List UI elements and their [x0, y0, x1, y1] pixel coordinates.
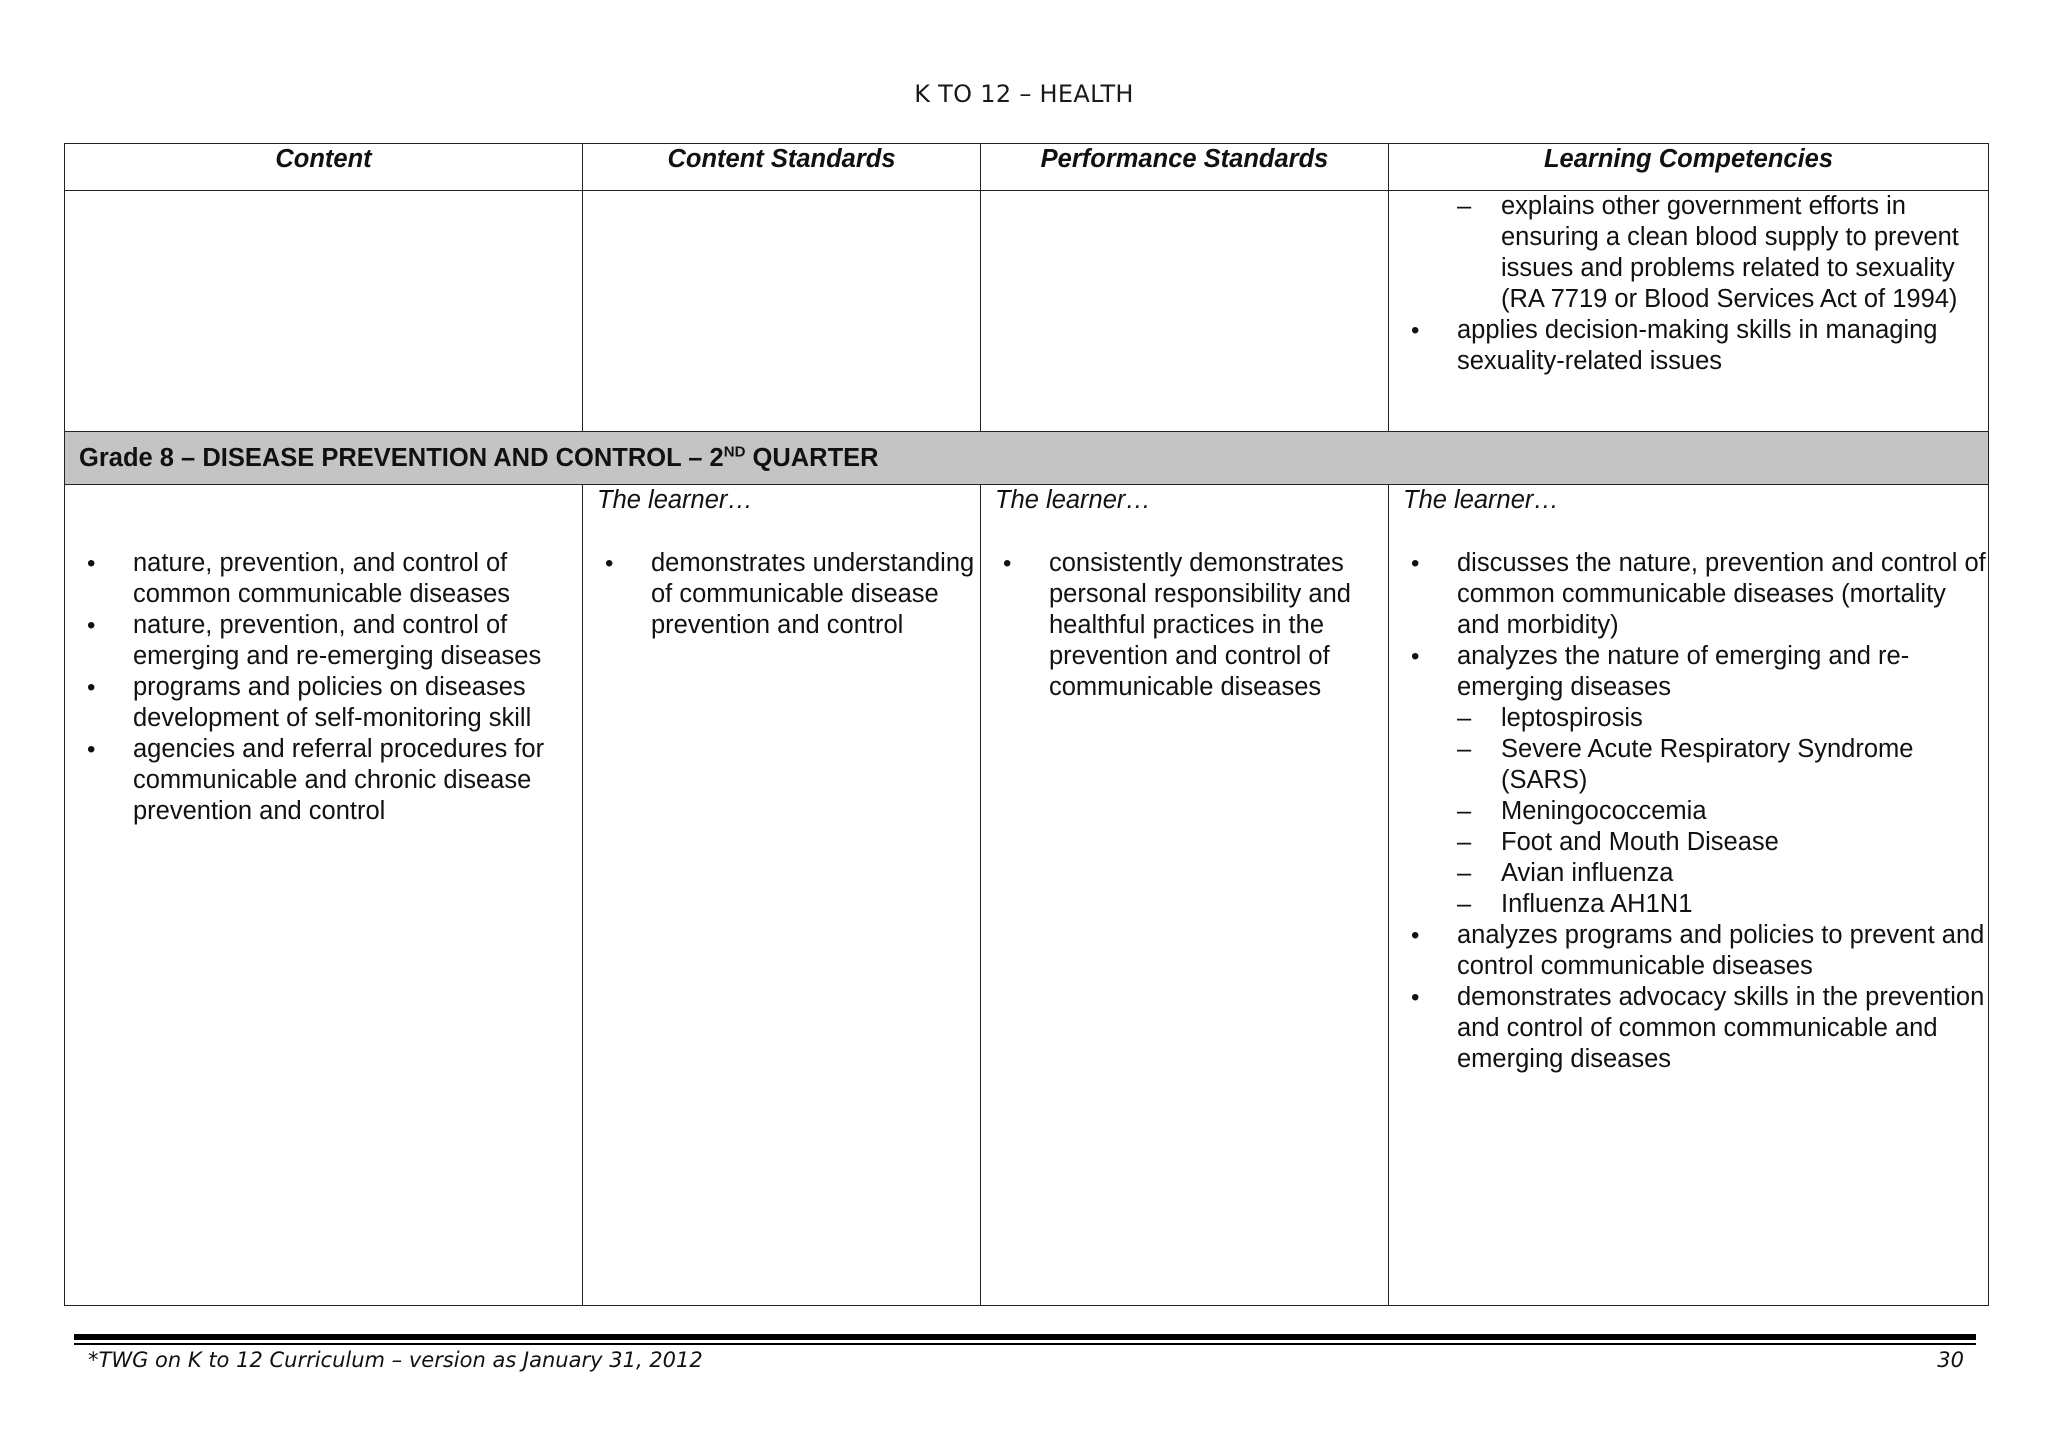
disease-sublist: [1457, 703, 1988, 920]
column-header-content-standards: Content Standards: [583, 144, 981, 191]
bullet-list: [1389, 315, 1988, 377]
performance-standards-list: [981, 548, 1388, 703]
cell-performance-standards: [981, 485, 1389, 1306]
learner-intro: The learner…: [995, 486, 1151, 514]
list-item: • demonstrates understanding of communicable disease prevention and control: [583, 548, 980, 641]
list-item: [1389, 920, 1988, 982]
content-standards-list: [583, 548, 980, 641]
column-header-content: Content: [65, 144, 583, 191]
table-row-main: [65, 485, 1989, 1306]
table-row-continued: [65, 191, 1989, 432]
cell-competencies-continued: [1389, 191, 1989, 432]
footer-version-note: *TWG on K to 12 Curriculum – version as January 31, 2012: [88, 1348, 703, 1372]
page-number: 30: [1937, 1348, 1964, 1372]
grade-section-heading: [65, 432, 1989, 485]
sublist-item: – leptospirosis: [1457, 703, 1988, 734]
competency-text: demonstrates advocacy skills in the prevention and control of common communicable and emerging diseases: [1457, 983, 1985, 1073]
sublist-item: – Influenza AH1N1: [1457, 889, 1988, 920]
page-header: K TO 12 – HEALTH: [914, 80, 1134, 108]
list-item: • programs and policies on diseases development of self-monitoring skill: [65, 672, 582, 734]
list-item: • agencies and referral procedures for communicable and chronic disease prevention and control: [65, 734, 582, 827]
footer-rule-thin: [74, 1343, 1976, 1345]
list-item: • consistently demonstrates personal responsibility and healthful practices in the prevention and control of communicable diseases: [981, 548, 1388, 703]
learner-intro: The learner…: [1403, 486, 1559, 514]
competencies-list: [1389, 548, 1988, 1075]
footer-rule: [74, 1334, 1976, 1340]
grade-label-sup: ND: [723, 443, 746, 460]
list-item: • nature, prevention, and control of common communicable diseases: [65, 548, 582, 610]
sublist-item: – Severe Acute Respiratory Syndrome (SARS): [1457, 734, 1988, 796]
curriculum-table: [64, 143, 1989, 1306]
cell-content-empty: [65, 191, 583, 432]
competency-text: analyzes the nature of emerging and re-emerging diseases: [1457, 642, 1910, 701]
sublist-item: – Avian influenza: [1457, 858, 1988, 889]
column-header-performance-standards: Performance Standards: [981, 144, 1389, 191]
cell-content-standards: [583, 485, 981, 1306]
grade-label: Grade 8 – DISEASE PREVENTION AND CONTROL – 2: [79, 443, 724, 472]
list-item: • applies decision-making skills in managing sexuality-related issues: [1389, 315, 1988, 377]
cell-content-standards-empty: [583, 191, 981, 432]
dash-list: [1389, 191, 1988, 315]
grade-label-suffix: QUARTER: [745, 443, 879, 472]
sublist-item: – Meningococcemia: [1457, 796, 1988, 827]
grade-section-row: [65, 432, 1989, 485]
competency-text: analyzes programs and policies to prevent and control communicable diseases: [1457, 921, 1985, 980]
list-item: [1389, 548, 1988, 641]
sublist-item: – Foot and Mouth Disease: [1457, 827, 1988, 858]
learner-intro: The learner…: [597, 486, 753, 514]
list-item: – explains other government efforts in ensuring a clean blood supply to prevent issues and problems related to sexuality (RA 7719 or Blood Services Act of 1994): [1389, 191, 1988, 315]
column-header-learning-competencies: Learning Competencies: [1389, 144, 1989, 191]
list-item: • nature, prevention, and control of emerging and re-emerging diseases: [65, 610, 582, 672]
cell-learning-competencies: [1389, 485, 1989, 1306]
content-list: [65, 548, 582, 827]
competency-text: discusses the nature, prevention and control of common communicable diseases (mortality and morbidity): [1457, 549, 1986, 639]
list-item: [1389, 641, 1988, 920]
cell-content: [65, 485, 583, 1306]
column-header-row: [65, 144, 1989, 191]
cell-performance-standards-empty: [981, 191, 1389, 432]
list-item: [1389, 982, 1988, 1075]
